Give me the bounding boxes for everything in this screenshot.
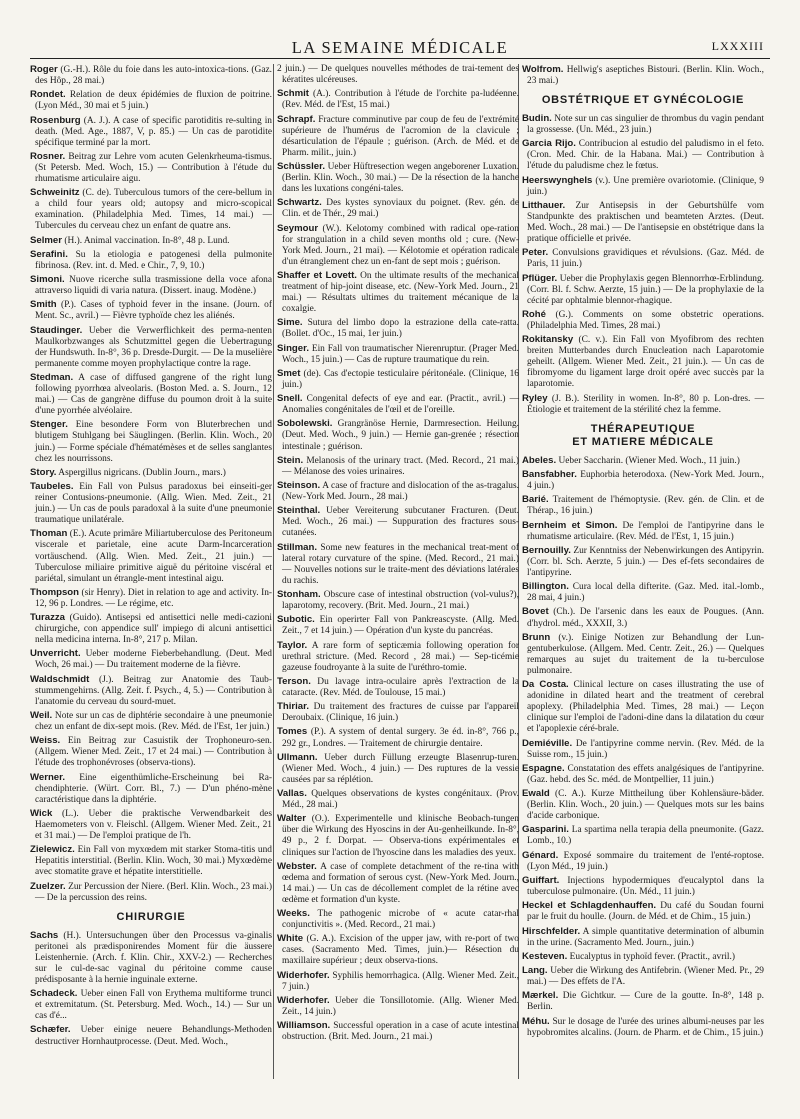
entry-text: Obscure case of intestinal obstruction (vol-vulus?), laparotomy, recovery. (Brit. Med. Journ., 21 mai.) [282, 590, 519, 612]
bibliography-entry [277, 197, 519, 220]
entry-author: Budin. [522, 113, 552, 125]
bibliography-entry [30, 710, 272, 733]
entry-text: (A. J.). A case of specific parotiditis re-sulting in death. (Med. Age., 1887, V, p. 85.) — Un cas de parotidite spécifique terminé par la mort. [35, 115, 272, 148]
bibliography-entry [30, 674, 272, 708]
bibliography-entry [30, 274, 272, 297]
entry-text: (J. B.). Sterility in women. In-8°, 80 p. Lon-dres. — Étiologie et traitement de la stérilité chez la femme. [527, 393, 764, 415]
column-right [522, 64, 764, 1041]
entry-author: Vallas. [277, 788, 307, 800]
section-heading: OBSTÉTRIQUE ET GYNÉCOLOGIE [541, 94, 745, 107]
bibliography-entry [522, 788, 764, 822]
entry-author: Weil. [30, 710, 53, 722]
entry-text: Beitrag zur Lehre vom acuten Gelenkrheuma-tismus. (St Petersb. Med. Woch, 15.) — Contribution à l'étude du rhumatisme articulaire aigu. [35, 151, 272, 184]
entry-author: Guiffart. [522, 874, 560, 886]
journal-title: LA SEMAINE MÉDICALE [291, 38, 509, 57]
bibliography-entry [522, 965, 764, 988]
bibliography-entry [30, 844, 272, 878]
entry-author: Stedman. [30, 372, 74, 384]
entry-author: Schrapf. [277, 113, 316, 125]
bibliography-entry [522, 138, 764, 172]
entry-text: (v.). Einige Notizen zur Behandlung der Lun-gentuberkulose. (Allgem. Med. Centr. Zeit., 26.) — Quelques remarques au sujet du traitement de la tu-berculose pulmonaire. [527, 632, 764, 676]
entry-author: Stein. [277, 454, 304, 466]
bibliography-entry [277, 270, 519, 315]
entry-author: Wolfrom. [522, 64, 564, 75]
entry-author: Thiriar. [277, 701, 309, 713]
column-divider [273, 64, 274, 1079]
entry-text: (C. de). Tuberculous tumors of the cere-bellum in a child four years old; autopsy and micro-scopical examination. (Philadelphia Med. Times, 14 mai.) — Tubercules du cerveau chez un enfant de quatre ans. [35, 188, 272, 232]
entry-text: (L.). Ueber die praktische Verwendbarkeit des Haemometers von v. Fleischl. (Allgem. Wiener Med. Zeit., 21 et 31 mai.) — De l'emploi pratique de l'h. [35, 808, 272, 842]
bibliography-entry [30, 249, 272, 272]
bibliography-entry [277, 393, 519, 416]
bibliography-entry [277, 368, 519, 391]
entry-text: Quelques observations de kystes congénitaux. (Prov. Méd., 28 mai.) [282, 789, 519, 811]
entry-author: Werner. [30, 771, 66, 783]
page-number: LXXXIII [711, 39, 764, 53]
entry-text: (C. A.). Kurze Mittheilung über Kohlensäure-bäder. (Berlin. Klin. Woch., 20 juin.) — Quelques mots sur les bains d'acide carbonique. [527, 789, 764, 822]
entry-text: Du lavage intra-oculaire après l'extraction de la cataracte. (Rev. Méd. de Toulouse, 15 mai.) [282, 676, 519, 698]
bibliography-entry [522, 273, 764, 307]
entry-text: (Ch.). De l'arsenic dans les eaux de Pougues. (Ann. d'hydrol. méd., XXXII, 3.) [527, 607, 764, 629]
bibliography-entry [30, 187, 272, 232]
entry-author: Rondet. [30, 89, 66, 101]
entry-text: Die Gichtkur. — Cure de la goutte. In-8°, 148 p. Berlin. [527, 991, 764, 1013]
bibliography-entry [277, 861, 519, 906]
entry-author: Seymour [277, 222, 319, 234]
column-left [30, 64, 272, 1050]
entry-text: (H.). Untersuchungen über den Processus va-ginalis peritonei als prædisponirendes Moment für die äussere Leistenhernie. (Arch. f. Klin. Chir., XXV-2.) — Recherches sur le cul-de-sac vaginal du péritoine comme cause prédisposante à la hernie inguinale externe. [35, 930, 272, 985]
entry-author: Génard. [522, 849, 559, 861]
bibliography-entry [277, 161, 519, 195]
bibliography-entry [522, 200, 764, 245]
bibliography-entry [522, 900, 764, 923]
entry-text: Ueber Hüftresection wegen angeborener Luxation. (Berlin. Klin. Woch., 30 mai.) — De la résection de la hanche dans les luxations congéni-tales. [282, 161, 519, 195]
bibliography-entry [277, 418, 519, 452]
entry-author: Gasparini. [522, 824, 569, 836]
bibliography-entry [30, 772, 272, 806]
entry-text: Clinical lecture on cases illustrating the use of adonidine in dilated heart and the treatment of cerebral apoplexy. (Philadelphia Med. Times, 28 mai.) — Leçon clinique sur l'emploi de l'adoni-dine dans la dilatation du cœur et l'apoplexie céré-brale. [527, 680, 764, 735]
entry-author: Widerhofer. [277, 969, 330, 981]
entry-text: Ein Fall von traumatischer Nierenruptur. (Prager Med. Woch., 15 juin.) — Cas de rupture traumatique du rein. [282, 343, 519, 365]
entry-text: (C. v.). Ein Fall von Myofibrom des rechten breiten Mutterbandes durch Enucleation nach Laparotomie geheilt. (Allgem. Wiener Med. Zeit., 21 juin.). — Un cas de fibromyome du ligament large droit opéré avec succès par la laparotomie. [527, 335, 764, 390]
entry-text: (A.). Contribution à l'étude de l'orchite pa-ludéenne. (Rev. Méd. de l'Est, 15 mai.) [282, 89, 519, 111]
bibliography-entry [522, 1016, 764, 1039]
bibliography-entry [277, 614, 519, 637]
bibliography-entry [30, 481, 272, 526]
bibliography-entry [277, 995, 519, 1018]
entry-author: Steinson. [277, 480, 321, 492]
entry-author: White [277, 933, 304, 945]
entry-text: Melanosis of the urinary tract. (Med. Record., 21 mai.) — Mélanose des voies urinaires. [282, 455, 519, 477]
entry-text: (Guido). Antisepsi ed antisettici nelle medi-cazioni chirurgiche, con appendice sull' impiego di alcuni antisettici nella medicina interna. In-8°, 217 p. Milan. [35, 613, 272, 646]
entry-author: Rokitansky [522, 334, 574, 346]
entry-text: Zur Antisepsis in der Geburtshülfe vom Standpunkte des praktischen und beamteten Arztes. (Deut. Med. Woch., 28 mai.) — De l'antisepsie en obstétrique dans la pratique officielle et privée. [527, 200, 764, 245]
bibliography-entry [522, 951, 764, 963]
entry-author: Barié. [522, 494, 549, 506]
entry-text: On the ultimate results of the mechanical treatment of hip-joint disease, etc. (New-York Med. Journ., 21 mai.) — Résultats ultimes du traitement mécanique de la coxalgie. [282, 270, 519, 315]
bibliography-entry [277, 640, 519, 674]
entry-text: Ueber moderne Fieberbehandlung. (Deut. Med Woch, 26 mai.) — Du traitement moderne de la fièvre. [35, 649, 272, 671]
entry-text: Ein Fall von myxœdem mit starker Stoma-titis und Hepatitis interstitial. (Berlin. Klin. Woch, 30 mai.) Myxœdème avec stomatite grave et hépatite interstitielle. [35, 845, 272, 878]
entry-text: Ueber Saccharin. (Wiener Med. Woch., 11 juin.) [556, 455, 740, 466]
bibliography-entry [522, 738, 764, 761]
entry-text: A case of fracture and dislocation of the as-tragalus. (New-York Med. Journ., 28 mai.) [282, 481, 519, 503]
bibliography-entry [522, 64, 764, 87]
entry-author: Rosenburg [30, 114, 81, 126]
entry-text: Du café du Soudan fourni par le fruit du houlle. (Journ. de Méd. et de Chim., 15 juin.) [527, 901, 764, 923]
entry-text: A rare form of septicæmia following operation for urethral stricture. (Med. Record , 28 mai.) — Sep-ticémie gazeuse foudroyante à la suite de l'uréthro-tomie. [282, 640, 519, 673]
bibliography-entry [277, 970, 519, 993]
entry-author: Zielewicz. [30, 844, 75, 856]
bibliography-entry [277, 343, 519, 366]
entry-text: Ueber die Prophylaxis gegen Blennorrhœ-Erblindung. (Corr. Bl. f. Schw. Aerzte, 15 juin.) — De la prophylaxie de la cécité par ophtalmie blennor-rhagique. [527, 273, 764, 306]
bibliography-entry [30, 235, 272, 247]
entry-author: Sobolewski. [277, 418, 333, 430]
entry-text: De l'emploi de l'antipyrine dans le rhumatisme articulaire. (Rev. Méd. de l'Est, 1, 15 juin.) [527, 520, 764, 542]
entry-text: Zur Percussion der Niere. (Berl. Klin. Woch., 23 mai.) — De la percussion des reins. [35, 881, 272, 903]
bibliography-entry [277, 114, 519, 159]
entry-author: Sime. [277, 317, 303, 329]
entry-text: Note sur un cas singulier de thrombus du vagin pendant la grossesse. (Un. Méd., 23 juin.) [527, 114, 764, 136]
bibliography-entry [277, 589, 519, 612]
entry-text: Ueber die Wirkung des Antifebrin. (Wiener Med. Pr., 29 mai.) — Des effets de l'A. [527, 966, 764, 988]
entry-text: Syphilis hemorrhagica. (Allg. Wiener Med. Zeit., 7 juin.) [282, 970, 519, 992]
bibliography-entry [522, 875, 764, 898]
entry-text: Note sur un cas de diphtérie secondaire à une pneumonie chez un enfant de dix-sept mois. (Rev. Méd. de l'Est, 1er juin.) [35, 711, 272, 733]
bibliography-entry [522, 334, 764, 390]
entry-author: Bansfabher. [522, 469, 577, 480]
entry-author: Garcia Rijo. [522, 138, 576, 150]
bibliography-entry [30, 881, 272, 904]
entry-text: A case of diffused gangrene of the right lung following pyorrhœa alveolaris. (Boston Med. a. S. Journ., 12 mai.) — Cas de gangrène diffuse du poumon droit à la suite d'une pyorrhée alvéolaire. [35, 373, 272, 417]
entry-text: Eucalyptus in typhoïd fever. (Practit., avril.) [567, 951, 735, 962]
entry-author: Mærkel. [522, 990, 559, 1002]
entry-text: (O.). Experimentelle und klinische Beobach-tungen über die Wirkung des Hyoscins in der Au-genheilkunde. In-8°, 49 p., 2 f. Dorpat. — Observa-tions expérimentales et cliniques sur l'action de l'hyoscine dans les maladies des yeux. [282, 814, 519, 858]
entry-text: A case of complete detachment of the re-tina with œdema and formation of serous cyst. (New-York Med. Journ., 14 mai.) — Un cas de décollement complet de la rétine avec œdème et formation d'un kyste. [282, 861, 519, 905]
bibliography-entry [30, 1024, 272, 1047]
entry-text: Ein Fall von Pulsus paradoxus bei einseiti-ger reiner Contusions-pneumonie. (Allg. Wien. Med. Zeit., 21 juin.) — Un cas de pouls paradoxal à la suite d'une pneumonie traumatique unilatérale. [35, 482, 272, 526]
bibliography-entry [277, 726, 519, 749]
bibliography-entry [522, 545, 764, 579]
entry-author: Turazza [30, 612, 66, 624]
entry-author: Schwartz. [277, 197, 322, 209]
entry-author: Heerswynghels [522, 174, 593, 186]
bibliography-entry [522, 520, 764, 543]
bibliography-entry [277, 480, 519, 503]
entry-author: Ryley [522, 392, 548, 404]
bibliography-entry [277, 455, 519, 478]
entry-author: Snell. [277, 393, 303, 405]
bibliography-entry [522, 469, 764, 492]
entry-text: Zur Kenntniss der Nebenwirkungen des Antipyrin. (Corr. bl. Sch. Aerzte, 5 juin.) — Des ef-fets secondaires de l'antipyrine. [527, 545, 764, 578]
header-rule [30, 58, 770, 59]
bibliography-entry [30, 648, 272, 671]
entry-author: Walter [277, 813, 306, 825]
entry-text: Ueber einige neuere Behandlungs-Methoden destructiver Hornhautprocesse. (Deut. Med. Woch., [35, 1025, 272, 1047]
entry-text: Relation de deux épidémies de fluxion de poitrine. (Lyon Méd., 30 mai et 5 juin.) [35, 90, 272, 112]
bibliography-entry [277, 676, 519, 699]
entry-author: Lang. [522, 965, 548, 977]
entry-author: Schadeck. [30, 988, 78, 1000]
page-header [30, 38, 770, 58]
bibliography-entry [30, 372, 272, 417]
bibliography-entry [522, 393, 764, 416]
entry-text: Constatation des effets analgésiques de l'antipyrine. (Gaz. hebd. des Sc. méd. de Montpellier, 11 juin.) [527, 763, 764, 785]
bibliography-entry [522, 632, 764, 677]
entry-text: Su la etiologia e patogenesi della pulmonite fibrinosa. (Rev. int. d. Med. e Chir., 7, 9, 10.) [35, 249, 272, 271]
bibliography-entry [30, 988, 272, 1022]
entry-author: Singer. [277, 342, 309, 354]
bibliography-entry [522, 990, 764, 1013]
bibliography-entry [522, 175, 764, 198]
entry-text: (de). Cas d'ectopie testiculaire péritonéale. (Clinique, 16 juin.) [282, 368, 519, 390]
entry-author: Roger [30, 64, 58, 75]
entry-author: Demiéville. [522, 737, 573, 749]
entry-text: Eine eigenthümliche-Erscheinung bei Ra-chendiphterie. (Würt. Corr. Bl., 7.) — D'un phéno-mène caractéristique dans la diphtérie. [35, 772, 272, 805]
entry-author: Bernouilly. [522, 544, 571, 556]
bibliography-entry [30, 115, 272, 149]
entry-text: Grangränöse Hernie, Darmresection. Heilung. (Deut. Med. Woch., 9 juin.) — Hernie gan-grenée ; résection intestinale ; guérison. [282, 419, 519, 452]
bibliography-entry [30, 587, 272, 610]
bibliography-entry [30, 325, 272, 370]
bibliography-entry [277, 1020, 519, 1043]
bibliography-entry [277, 752, 519, 786]
entry-text: Des kystes synoviaux du poignet. (Rev. gén. de Clin. et de Thér., 29 mai.) [282, 198, 519, 220]
entry-author: Taubeles. [30, 481, 74, 493]
bibliography-entry [30, 528, 272, 584]
entry-author: Smith [30, 299, 57, 311]
entry-author: Litthauer. [522, 199, 566, 211]
entry-text: 2 juin.) — De quelques nouvelles méthodes de trai-tement des kératites ulcéreuses. [277, 64, 519, 86]
entry-text: Contribucion al estudio del paludismo in el feto. (Cron. Med. Chir. de la Habana. Mai.) — Contribution à l'étude du paludisme chez le fœtus. [527, 139, 764, 172]
entry-author: Pflüger. [522, 272, 558, 284]
bibliography-entry [277, 813, 519, 858]
bibliography-entry [522, 494, 764, 517]
entry-text: Ueber die Tonsillotomie. (Allg. Wiener Med. Zeit., 14 juin.) [282, 996, 519, 1018]
entry-text: Congenital defects of eye and ear. (Practit., avril.) — Anomalies congénitales de l'œil et de l'oreille. [282, 394, 519, 416]
bibliography-entry [30, 467, 272, 479]
entry-author: Méhu. [522, 1015, 550, 1027]
bibliography-entry [522, 606, 764, 629]
bibliography-entry [277, 701, 519, 724]
bibliography-entry [522, 581, 764, 604]
entry-author: Zuelzer. [30, 880, 66, 892]
entry-author: Stillman. [277, 541, 317, 553]
bibliography-entry [277, 88, 519, 111]
entry-text: (P.). A system of dental surgery. 3e éd. in-8°, 766 p., 292 gr., Londres. — Traitement de chirurgie dentaire. [282, 727, 519, 749]
entry-author: Schæfer. [30, 1024, 71, 1036]
entry-text: Nuove ricerche sulla trasmissione della voce afona attraverso liquidi di varia natura. (Dissert. inaug. Modène.) [35, 275, 272, 297]
entry-author: Webster. [277, 860, 317, 872]
entry-text: Ueber durch Füllung erzeugte Blasenrup-turen. (Wiener Med. Woch., 4 juin.) — Des ruptures de la vessie causées par sa réplétion. [282, 752, 519, 785]
entry-text: Ein operirter Fall von Pankreascyste. (Allg. Med. Zeit., 7 et 14 juin.) — Opération d'un kyste du pancréas. [282, 615, 519, 637]
entry-text: Ein Beitrag zur Casuistik der Trophoneuro-sen. (Allgem. Wiener Med. Zeit., 17 et 24 mai.) — Contribution à l'étude des trophonévroses (observa-tions). [35, 736, 272, 769]
bibliography-entry [277, 542, 519, 587]
entry-author: Williamson. [277, 1020, 331, 1032]
bibliography-entry [522, 309, 764, 332]
bibliography-entry [277, 317, 519, 340]
entry-text: The pathogenic microbe of « acute catar-rhal conjunctivitis ». (Med. Record., 21 mai.) [282, 909, 519, 931]
entry-text: Cura local della difterite. (Gaz. Med. ital.-lomb., 28 mai, 4 juin.) [527, 582, 764, 604]
entry-author: Peter. [522, 247, 549, 259]
entry-author: Thompson [30, 586, 80, 598]
entry-author: Selmer [30, 234, 62, 246]
entry-author: Serafini. [30, 248, 68, 260]
entry-text: (G. A.). Excision of the upper jaw, with re-port of two cases. (Sacramento Med. Times, juin.)— Résection du maxillaire supérieur ; deux observa-tions. [282, 934, 519, 967]
entry-author: Unverricht. [30, 648, 81, 660]
entry-text: La spartima nella terapia della pneumonite. (Gazz. Lomb., 10.) [527, 825, 764, 847]
entry-author: Simoni. [30, 274, 65, 286]
entry-text: (G.-H.). Rôle du foie dans les auto-intoxica-tions. (Gaz. des Hôp., 28 mai.) [35, 65, 272, 87]
bibliography-entry [522, 926, 764, 949]
bibliography-entry [522, 824, 764, 847]
bibliography-entry [277, 908, 519, 931]
entry-author: Thoman [30, 528, 68, 540]
entry-author: Staudinger. [30, 324, 83, 336]
entry-author: Schmit [277, 88, 309, 100]
bibliography-entry [277, 788, 519, 811]
entry-text: A simple quantitative determination of albumin in the urine. (Sacramento Med. Journ., juin.) [527, 926, 764, 948]
entry-text: (v.). Une première ovariotomie. (Clinique, 9 juin.) [527, 175, 764, 197]
entry-text: Fracture comminutive par coup de feu de l'extrémité supérieure de l'humérus de l'acromion de la clavicule ; désarticulation de l'épaule ; guérison. (Arch. de Méd. et de Pharm. milit., juin.) [282, 114, 519, 158]
entry-text: Ueber Vereiterung subcutaner Fracturen. (Deut. Med. Woch., 26 mai.) — Suppuration des fractures sous-cutanées. [282, 506, 519, 539]
entry-text: Traitement de l'hémoptysie. (Rev. gén. de Clin. et de Thérap., 16 juin.) [527, 495, 764, 517]
bibliography-entry [30, 612, 272, 646]
bibliography-entry [522, 763, 764, 786]
entry-text: (W.). Kelotomy combined with radical ope-ration for strangulation in a child seven months old ; cure. (New-York Med. Journ., 21 mai). — Kélotomie et opération radicale d'un étranglement chez un en-fant de sept mois ; guérison. [282, 223, 519, 267]
entry-text: Hellwig's aseptiches Bistouri. (Berlin. Klin. Woch., 23 mai.) [527, 65, 764, 87]
bibliography-entry [30, 419, 272, 464]
entry-text: Ueber die Verwerflichkeit des perma-nenten Maulkorbzwanges als Schutzmittel gegen die Uebertragung der Hundswuth. In-8°, 36 p. Dresde-Durgit. — De la muselière permanente comme moyen prophylactique contre la rage. [35, 325, 272, 369]
entry-author: Sachs [30, 929, 59, 941]
entry-author: Waldschmidt [30, 673, 90, 685]
entry-text: Some new features in the mechanical treat-ment of lateral rotary curvature of the spine. (Med. Record., 21 mai.) — Nouvelles notions sur le traite-ment des déviations latérales du rachis. [282, 542, 519, 586]
entry-text: (J.). Beitrag zur Anatomie des Taub-stummengehirns. (Allg. Zeit. f. Psych., 4, 5.) — Contribution à l'anatomie du cerveau du sourd-muet. [35, 674, 272, 707]
entry-text: (sir Henry). Diet in relation to age and activity. In-12, 96 p. Londres. — Le régime, etc. [35, 587, 272, 609]
bibliography-entry [522, 113, 764, 136]
entry-author: Stenger. [30, 419, 68, 431]
entry-text: (G.). Comments on some obstetric operations. (Philadelphia Med. Times, 28 mai.) [527, 309, 764, 332]
entry-text: (H.). Animal vaccination. In-8°, 48 p. Lund. [62, 235, 230, 246]
bibliography-entry [30, 64, 272, 87]
entry-text: Sutura del limbo dopo la estrazione della cate-ratta. (Bollet. d'Oc., 15 mai, 1er juin.) [282, 318, 519, 340]
entry-text: Ueber einen Fall von Erythema multiforme trunci et extremitatum. (St. Petersburg. Med. Woch., 14.) — Sur un cas d'é... [35, 989, 272, 1022]
entry-author: Schweinitz [30, 187, 80, 199]
entry-author: Shaffer et Lovett. [277, 269, 357, 281]
entry-author: Heckel et Schlagdenhauffen. [522, 900, 657, 912]
bibliography-entry [30, 151, 272, 185]
bibliography-entry [30, 930, 272, 986]
entry-author: Schüssler. [277, 160, 325, 172]
bibliography-entry [522, 850, 764, 873]
section-heading: CHIRURGIE [116, 910, 186, 923]
bibliography-entry [30, 808, 272, 842]
entry-author: Widerhofer. [277, 995, 330, 1006]
bibliography-entry [30, 299, 272, 322]
entry-text: (E.). Acute primäre Miliartuberculose des Peritoneum viscerale et parietale, eine acute Darm-Incarceration vortäuschend. (Allg. Wien. Med. Zeit., 21 juin.) — Tuberculose miliaire primitive aiguë du péritoine viscéral et pariétal, simulant un étrangle-ment intestinal aigu. [35, 529, 272, 584]
bibliography-entry [30, 735, 272, 769]
entry-author: Abeles. [522, 454, 557, 466]
entry-text: Euphorbia heterodoxa. (New-York Med. Journ., 4 juin.) [527, 470, 764, 492]
entry-text: Aspergillus nigricans. (Dublin Journ., mars.) [56, 467, 226, 478]
entry-author: Taylor. [277, 639, 308, 651]
entry-text: Du traitement des fractures de cuisse par l'appareil Deroubaix. (Clinique, 16 juin.) [282, 702, 519, 724]
entry-text: Eine besondere Form von Bluterbrechen und blutigem Stuhlgang bei Säuglingen. (Berlin. Klin. Woch., 20 juin.) — Forme spéciale d'hématémèses et de selles sanglantes chez les nourrissons. [35, 420, 272, 464]
entry-author: Bovet [522, 606, 549, 618]
entry-author: Ewald [522, 788, 550, 800]
entry-author: Rohé [522, 308, 546, 320]
entry-author: Billington. [522, 581, 569, 593]
entry-author: Terson. [277, 675, 311, 687]
entry-author: Bernheim et Simon. [522, 519, 618, 531]
entry-text: Convulsions gravidiques et révulsions. (Gaz. Méd. de Paris, 11 juin.) [527, 248, 764, 270]
entry-author: Brunn [522, 631, 551, 643]
bibliography-entry [277, 505, 519, 539]
bibliography-entry [277, 64, 519, 86]
column-middle [277, 64, 519, 1046]
bibliography-entry [277, 933, 519, 967]
entry-author: Subotic. [277, 614, 315, 626]
entry-text: Sur le dosage de l'urée des urines albumi-neuses par les hypobromites alcalins. (Journ. de Pharm. et de Chim., 15 juin.) [527, 1016, 764, 1038]
entry-text: Exposé sommaire du traitement de l'enté-roptose. (Lyon Méd., 19 juin.) [527, 850, 764, 872]
entry-author: Hirschfelder. [522, 925, 581, 937]
entry-author: Tomes [277, 726, 308, 738]
entry-author: Weiss. [30, 735, 61, 747]
entry-text: Injections hypodermiques d'eucalyptol dans la tuberculose pulmonaire. (Un. Méd., 11 juin.) [527, 875, 764, 898]
entry-author: Weeks. [277, 908, 310, 920]
bibliography-entry [30, 89, 272, 112]
entry-author: Da Costa. [522, 679, 569, 691]
entry-author: Stonham. [277, 589, 321, 601]
section-heading: THÉRAPEUTIQUE ET MATIERE MÉDICALE [572, 422, 714, 448]
entry-author: Rosner. [30, 150, 66, 162]
entry-author: Kesteven. [522, 950, 568, 962]
bibliography-entry [277, 223, 519, 268]
entry-text: Successful operation in a case of acute intestinal obstruction. (Brit. Med. Journ., 21 mai.) [282, 1021, 519, 1043]
bibliography-entry [522, 455, 764, 467]
bibliography-entry [522, 679, 764, 735]
entry-author: Ullmann. [277, 751, 318, 763]
entry-text: (P.). Cases of typhoid fever in the insane. (Journ. of Ment. Sc., avril.) — Fièvre typhoïde chez les aliénés. [35, 300, 272, 322]
entry-author: Story. [30, 466, 57, 478]
entry-author: Espagne. [522, 762, 565, 774]
entry-author: Wick [30, 807, 53, 819]
entry-text: De l'antipyrine comme nervin. (Rev. Méd. de la Suisse rom., 15 juin.) [527, 738, 764, 760]
bibliography-entry [522, 247, 764, 270]
entry-author: Smet [277, 367, 301, 379]
entry-author: Steinthal. [277, 505, 321, 517]
